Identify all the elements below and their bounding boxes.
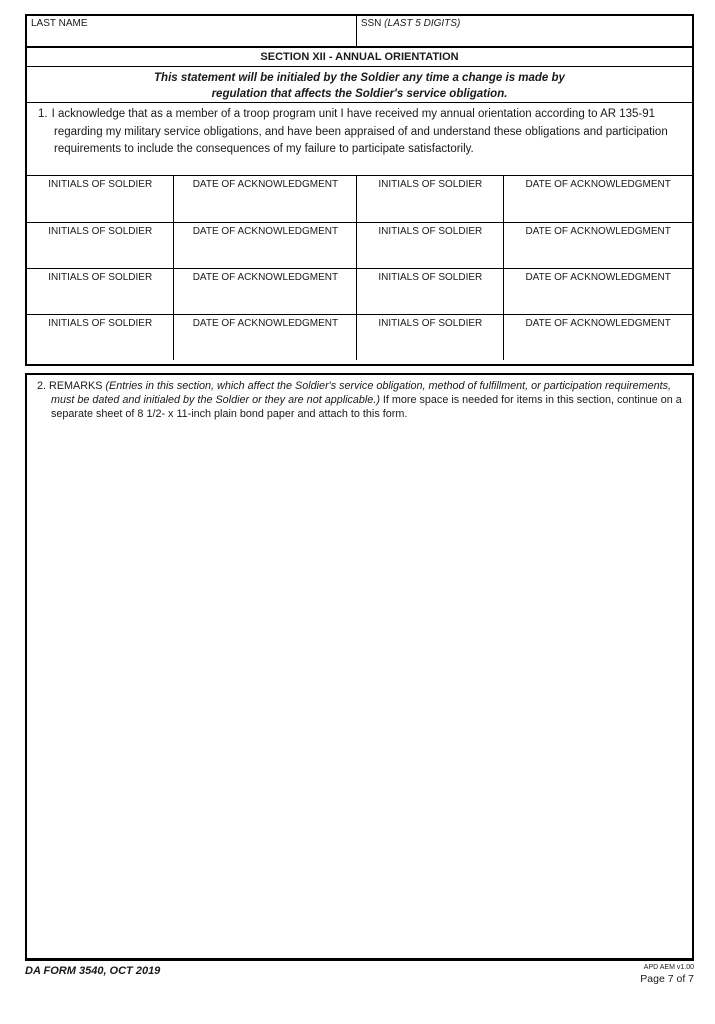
initials-input[interactable] (357, 191, 503, 219)
initials-cell (357, 268, 504, 314)
last-name-label: LAST NAME (31, 18, 88, 29)
date-input[interactable] (504, 238, 692, 266)
remarks-note-rest: If more space is needed for items in this section, continue on a separate sheet of 8 1/2- x 11-inch plain bond paper and attach to this form. (51, 394, 682, 420)
date-cell (174, 268, 357, 314)
date-input[interactable] (174, 191, 356, 219)
date-label: DATE OF ACKNOWLEDGMENT (192, 179, 339, 190)
table-row (27, 314, 692, 360)
initials-label: INITIALS OF SOLDIER (378, 271, 483, 283)
identity-row (27, 16, 692, 48)
date-input[interactable] (174, 284, 356, 312)
remarks-instructions (27, 375, 692, 421)
page-number: Page 7 of 7 (640, 973, 694, 985)
date-label: DATE OF ACKNOWLEDGMENT (525, 317, 671, 329)
remarks-number: 2. (37, 380, 47, 392)
remarks-label: REMARKS (49, 380, 103, 392)
form-id: DA FORM 3540, OCT 2019 (25, 965, 161, 977)
initials-label: INITIALS OF SOLDIER (48, 225, 153, 237)
ssn-label: SSN (LAST 5 DIGITS) (360, 18, 461, 29)
statement-line-1: This statement will be initialed by the Soldier any time a change is made by (154, 72, 565, 84)
date-label: DATE OF ACKNOWLEDGMENT (525, 225, 671, 237)
acknowledgment-table (27, 176, 692, 360)
date-input[interactable] (504, 191, 692, 219)
ssn-field[interactable] (357, 16, 692, 46)
date-label: DATE OF ACKNOWLEDGMENT (525, 271, 671, 283)
item-1-text: I acknowledge that as a member of a troop program unit I have received my annual orientation according to AR 135-91 regarding my military service obligations, and have been appraised of and understand these obligations and participation requirements to include the consequences of my failure to participate satisfactorily. (51, 108, 668, 155)
initials-cell (27, 268, 174, 314)
footer-right (640, 963, 694, 986)
date-cell (174, 176, 357, 222)
initials-input[interactable] (27, 284, 173, 312)
initials-label: INITIALS OF SOLDIER (378, 225, 483, 237)
initials-cell (357, 314, 504, 360)
initials-cell (27, 222, 174, 268)
initials-label: INITIALS OF SOLDIER (48, 179, 153, 190)
date-label: DATE OF ACKNOWLEDGMENT (192, 271, 339, 283)
date-cell (504, 268, 692, 314)
initials-input[interactable] (27, 330, 173, 358)
initials-label: INITIALS OF SOLDIER (378, 317, 483, 329)
initials-input[interactable] (27, 191, 173, 219)
date-cell (504, 314, 692, 360)
section-statement (27, 67, 692, 103)
page-footer (25, 963, 694, 986)
date-input[interactable] (174, 330, 356, 358)
section-title: SECTION XII - ANNUAL ORIENTATION (27, 48, 692, 67)
initials-input[interactable] (357, 238, 503, 266)
date-input[interactable] (504, 330, 692, 358)
remarks-italic-note: (Entries in this section, which affect the Soldier's service obligation, method of fulfillment, or participation requirements, must be dated and initialed by the Soldier or they are not applicable.) (51, 380, 671, 406)
form-main-block (25, 14, 694, 366)
date-label: DATE OF ACKNOWLEDGMENT (192, 317, 339, 329)
date-input[interactable] (504, 284, 692, 312)
statement-line-2: regulation that affects the Soldier's service obligation. (211, 88, 508, 100)
table-row (27, 268, 692, 314)
initials-label: INITIALS OF SOLDIER (378, 179, 483, 190)
initials-cell (27, 314, 174, 360)
date-label: DATE OF ACKNOWLEDGMENT (525, 179, 671, 190)
date-cell (504, 176, 692, 222)
remarks-section (25, 373, 694, 961)
initials-input[interactable] (357, 330, 503, 358)
initials-label: INITIALS OF SOLDIER (48, 271, 153, 283)
apd-version: APD AEM v1.00 (643, 964, 694, 971)
initials-cell (357, 222, 504, 268)
date-cell (504, 222, 692, 268)
item-1-paragraph (27, 103, 692, 176)
item-1-number: 1. (38, 108, 48, 120)
initials-label: INITIALS OF SOLDIER (48, 317, 153, 329)
date-label: DATE OF ACKNOWLEDGMENT (192, 225, 339, 237)
initials-input[interactable] (27, 238, 173, 266)
date-cell (174, 222, 357, 268)
initials-input[interactable] (357, 284, 503, 312)
last-name-field[interactable] (27, 16, 357, 46)
date-cell (174, 314, 357, 360)
initials-cell (27, 176, 174, 222)
remarks-input-area[interactable] (27, 421, 692, 931)
initials-cell (357, 176, 504, 222)
date-input[interactable] (174, 238, 356, 266)
table-row (27, 176, 692, 222)
table-row (27, 222, 692, 268)
